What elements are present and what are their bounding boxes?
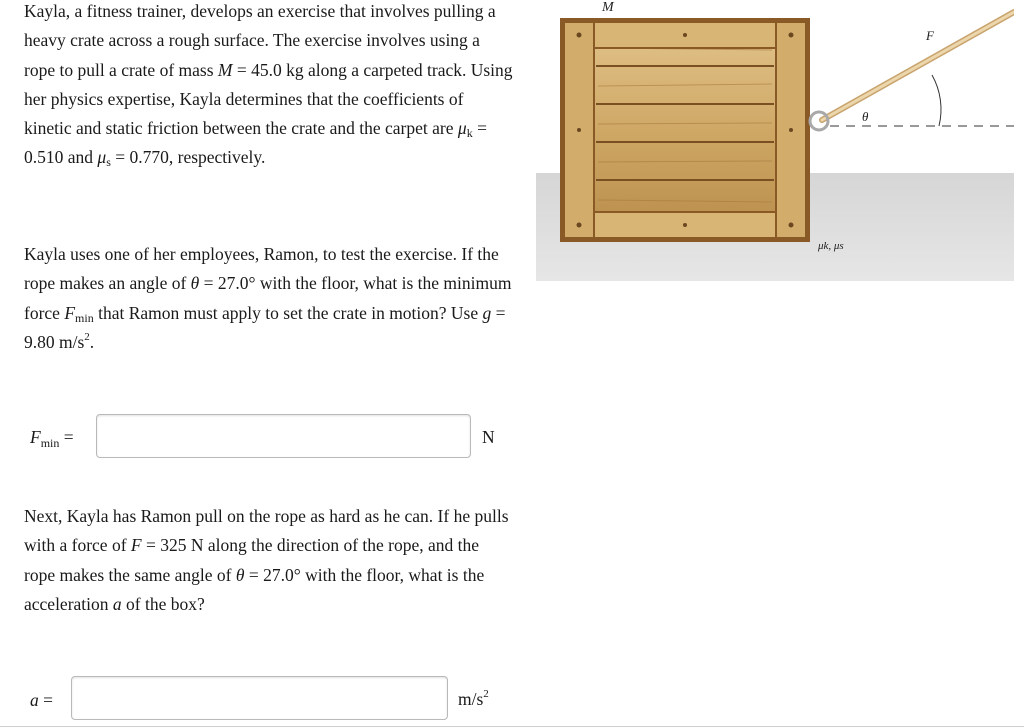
accel-answer-row [0,676,520,724]
fmin-label: $F_{min}$ = [30,427,74,450]
angle-arc [932,75,941,126]
mass-symbol: M [217,59,233,80]
fmin-answer-row [0,414,520,462]
accel-input[interactable] [71,676,448,720]
problem-paragraph-1: Kayla, a fitness trainer, develops an exercise that involves pulling a heavy crate across a rough surface. The exercise involves using a rope to pull a crate of mass M = 45.0 kg along a carpeted track. Using her physics expertise, Kayla determines that the coefficients of kinetic and static friction between the crate and the carpet are $\mu_k = 0.510$ and $\mu_s = 0.770$, respectively. [24,1,513,170]
accel-label: a = [30,690,53,710]
friction-label: μk, μs [818,240,844,252]
problem-paragraph-2: Kayla uses one of her employees, Ramon, to test the exercise. If the rope makes an angle of θ = 27.0° with the floor, what is the minimum force $F_{min}$ that Ramon must apply to set the crate in motion? Use g = 9.80 $m/s^2$. [24,244,512,352]
crate [560,18,810,242]
accel-unit: $m/s^2$ [458,688,489,709]
mass-label: M [602,0,614,15]
problem-paragraph-3: Next, Kayla has Ramon pull on the rope as hard as he can. If he pulls with a force of F = 325 N along the direction of the rope, and the rope makes the same angle of θ = 27.0° with the floor, what is the acceleration a of the box? [24,506,509,614]
fmin-input[interactable] [96,414,471,458]
bottom-divider [0,726,1024,727]
angle-label: θ [862,109,869,124]
force-label: F [926,28,934,43]
crate-diagram [534,0,1014,290]
fmin-unit: N [482,427,495,447]
